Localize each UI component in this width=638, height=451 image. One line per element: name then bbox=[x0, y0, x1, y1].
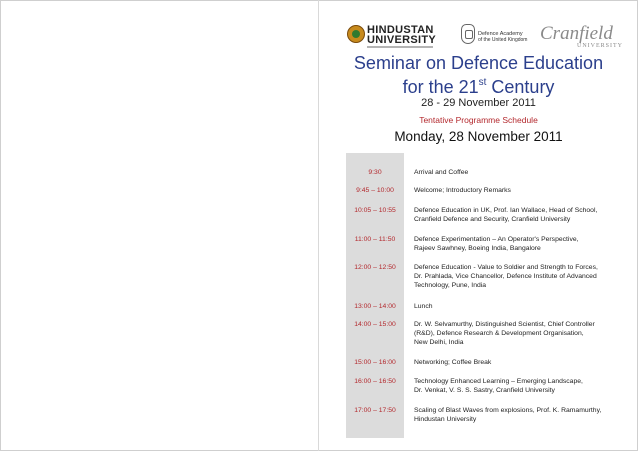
programme-subtitle: Tentative Programme Schedule bbox=[419, 115, 538, 125]
schedule-description-line: Defence Education - Value to Soldier and Strength to Forces, bbox=[414, 264, 598, 271]
schedule-description-line: (R&D), Defence Research & Development Organisation, bbox=[414, 329, 584, 337]
schedule-description-line: Hindustan University bbox=[414, 415, 477, 423]
schedule-description bbox=[414, 359, 626, 368]
schedule-time: 13:00 – 14:00 bbox=[354, 303, 396, 310]
schedule-time: 17:00 – 17:50 bbox=[354, 407, 396, 414]
schedule-description bbox=[414, 303, 626, 312]
schedule-description bbox=[414, 264, 626, 290]
schedule-description-line: Rajeev Sawhney, Boeing India, Bangalore bbox=[414, 244, 541, 252]
hindustan-logo-tagline bbox=[367, 46, 433, 48]
schedule-time: 9:30 bbox=[368, 169, 382, 176]
hindustan-university-logo bbox=[347, 22, 437, 50]
schedule-description-line: Dr. Prahlada, Vice Chancellor, Defence Institute of Advanced bbox=[414, 272, 597, 280]
schedule-time: 12:00 – 12:50 bbox=[354, 264, 396, 271]
programme-page bbox=[319, 0, 638, 451]
defence-academy-logo-line1: Defence Academy bbox=[478, 31, 523, 37]
seminar-dates: 28 - 29 November 2011 bbox=[421, 97, 536, 109]
schedule-description bbox=[414, 321, 626, 347]
schedule-time: 10:05 – 10:55 bbox=[354, 207, 396, 214]
cranfield-logo-line1: Cranfield bbox=[540, 23, 613, 44]
day-heading: Monday, 28 November 2011 bbox=[394, 129, 563, 144]
schedule-description-line: Technology Enhanced Learning – Emerging Landscape, bbox=[414, 378, 583, 385]
schedule-description-line: Arrival and Coffee bbox=[414, 169, 469, 176]
schedule-description bbox=[414, 169, 626, 178]
defence-academy-logo-line2: of the United Kingdom bbox=[478, 37, 528, 43]
schedule-description-line: Defence Education in UK, Prof. Ian Wallace, Head of School, bbox=[414, 207, 598, 214]
title-line2-superscript: st bbox=[478, 77, 487, 88]
schedule-description bbox=[414, 378, 626, 396]
schedule-description-line: Networking; Coffee Break bbox=[414, 359, 492, 366]
seminar-title-line2 bbox=[319, 73, 638, 98]
schedule-description-line: Dr. W. Selvamurthy, Distinguished Scientist, Chief Controller bbox=[414, 321, 595, 328]
cranfield-university-logo bbox=[540, 22, 623, 52]
hindustan-logo-line1: HINDUSTAN bbox=[367, 24, 434, 36]
cranfield-logo-line2: UNIVERSITY bbox=[577, 43, 623, 49]
crest-icon bbox=[461, 24, 475, 44]
schedule-time: 14:00 – 15:00 bbox=[354, 321, 396, 328]
schedule-description bbox=[414, 407, 626, 425]
hindustan-logo-line2: UNIVERSITY bbox=[367, 34, 437, 46]
schedule-description-line: Technology, Pune, India bbox=[414, 281, 487, 289]
defence-academy-logo bbox=[461, 22, 533, 50]
title-line2-suffix: Century bbox=[486, 77, 555, 97]
schedule-description-line: Cranfield Defence and Security, Cranfield University bbox=[414, 215, 571, 223]
schedule-description-line: Dr. Venkat, V. S. S. Sastry, Cranfield University bbox=[414, 386, 555, 394]
schedule-description bbox=[414, 187, 626, 196]
schedule-description-line: Defence Experimentation – An Operator's Perspective, bbox=[414, 236, 579, 243]
seminar-title-line1: Seminar on Defence Education bbox=[353, 53, 604, 73]
schedule-time: 15:00 – 16:00 bbox=[354, 359, 396, 366]
schedule-description-line: New Delhi, India bbox=[414, 338, 464, 346]
schedule-description bbox=[414, 236, 626, 254]
schedule-description bbox=[414, 207, 626, 225]
title-line2-prefix: for the 21 bbox=[402, 77, 479, 97]
blank-left-page bbox=[1, 1, 317, 450]
schedule-time: 16:00 – 16:50 bbox=[354, 378, 396, 385]
schedule-time: 11:00 – 11:50 bbox=[354, 236, 396, 243]
schedule-description-line: Lunch bbox=[414, 303, 433, 310]
schedule-time: 9:45 – 10:00 bbox=[356, 187, 394, 194]
schedule-description-line: Welcome; Introductory Remarks bbox=[414, 187, 511, 194]
schedule-description-line: Scaling of Blast Waves from explosions, Prof. K. Ramamurthy, bbox=[414, 407, 602, 414]
hindustan-seal-icon bbox=[347, 25, 365, 43]
